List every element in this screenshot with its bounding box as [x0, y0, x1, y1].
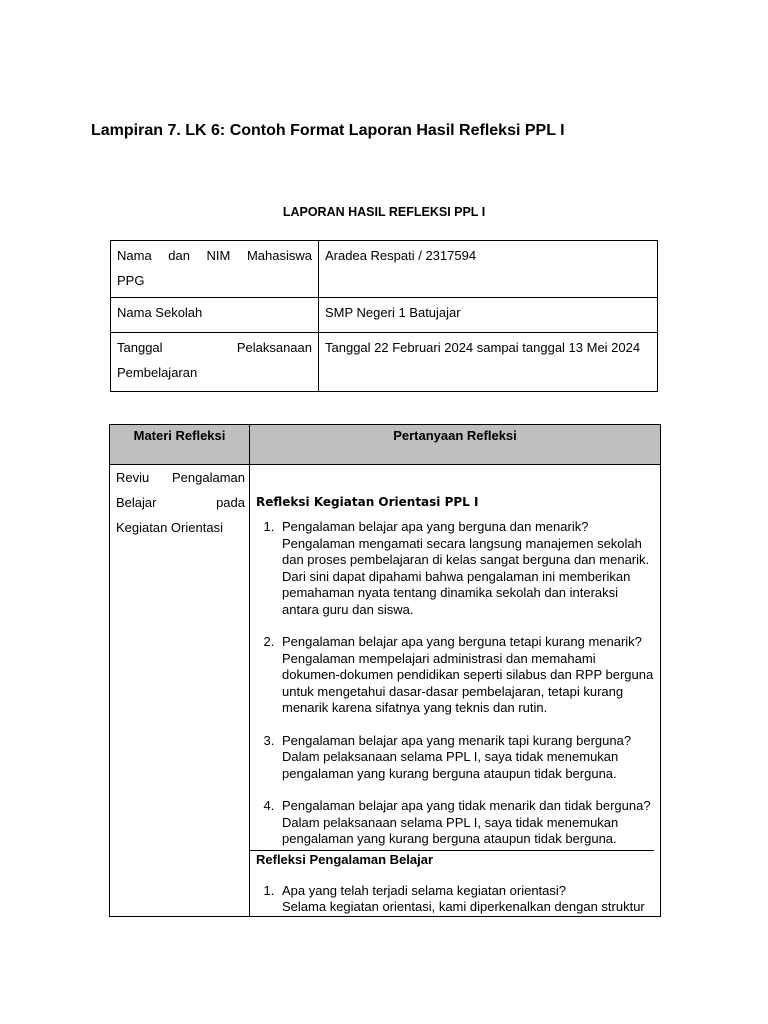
question-text: 3. Pengalaman belajar apa yang menarik tapi kurang berguna? [282, 732, 632, 748]
header-materi: Materi Refleksi [110, 425, 250, 465]
name-label [111, 241, 319, 298]
date-value: Tanggal 22 Februari 2024 sampai tanggal 13 Mei 2024 [319, 333, 658, 392]
reflection-body-row [110, 465, 661, 917]
section2-title: Refleksi Pengalaman Belajar [256, 851, 434, 867]
reflection-question-item [278, 519, 654, 618]
materi-line2 [116, 490, 245, 515]
question-text: 1. Apa yang telah terjadi selama kegiatan orientasi? [282, 882, 567, 898]
name-label-line2: PPG [117, 273, 145, 288]
date-label-line2: Pembelajaran [117, 365, 198, 380]
identity-table [110, 240, 658, 392]
date-label [111, 333, 319, 392]
name-value: Aradea Respati / 2317594 [319, 241, 658, 298]
name-label-word: Mahasiswa [246, 248, 312, 263]
identity-row-name [111, 241, 658, 298]
answer-text: Dalam pelaksanaan selama PPL I, saya tidak menemukan pengalaman yang kurang berguna ataupun tidak berguna. [282, 749, 619, 781]
section-divider [250, 850, 654, 851]
answer-text: Pengalaman mempelajari administrasi dan memahami dokumen-dokumen pendidikan seperti silabus dan RPP berguna untuk mengetahui dasar-dasar pembelajaran, tetapi kurang menarik karena sifatnya yang teknis dan rutin. [282, 650, 654, 715]
question-text: 4. Pengalaman belajar apa yang tidak menarik dan tidak berguna? [282, 798, 651, 813]
materi-line3: Kegiatan Orientasi [116, 520, 223, 535]
section1-title: Refleksi Kegiatan Orientasi PPL I [256, 495, 479, 509]
identity-row-date [111, 333, 658, 392]
report-title: LAPORAN HASIL REFLEKSI PPL I [282, 205, 486, 219]
materi-cell [110, 465, 250, 917]
section1-list [256, 519, 654, 848]
reflection-question-item [278, 883, 654, 916]
name-label-line1 [117, 243, 312, 268]
name-label-word: Nama [117, 248, 152, 263]
question-text: 2. Pengalaman belajar apa yang berguna tetapi kurang menarik? [282, 634, 642, 649]
name-label-word: NIM [206, 248, 231, 263]
identity-row-school [111, 298, 658, 333]
reflection-question-item [278, 733, 654, 783]
reflection-question-item [278, 634, 654, 717]
date-label-word: Pelaksanaan [236, 340, 312, 355]
school-value: SMP Negeri 1 Batujajar [319, 298, 658, 333]
questions-cell [250, 465, 661, 917]
name-label-word: dan [168, 248, 190, 263]
header-pertanyaan: Pertanyaan Refleksi [250, 425, 661, 465]
question-text: 1. Pengalaman belajar apa yang berguna dan menarik? [282, 519, 589, 534]
date-label-line1 [117, 335, 312, 360]
answer-text: Pengalaman mengamati secara langsung manajemen sekolah dan proses pembelajaran di kelas sangat berguna dan menarik. Dari sini dapat dipahami bahwa pengalaman ini memberikan pemahaman nyata tentang dinamika sekolah dan interaksi antara guru dan siswa. [282, 535, 650, 617]
materi-word: pada [216, 495, 245, 510]
reflection-table [109, 424, 661, 917]
school-label: Nama Sekolah [111, 298, 319, 333]
materi-line1: Reviu Pengalaman [116, 470, 245, 485]
reflection-header-row [110, 425, 661, 465]
answer-text: Dalam pelaksanaan selama PPL I, saya tidak menemukan pengalaman yang kurang berguna ataupun tidak berguna. [282, 814, 619, 846]
answer-text: Selama kegiatan orientasi, kami diperkenalkan dengan struktur [282, 899, 645, 914]
section2-list [256, 883, 654, 916]
appendix-title: Lampiran 7. LK 6: Contoh Format Laporan Hasil Refleksi PPL I [91, 122, 565, 139]
reflection-question-item [278, 798, 654, 848]
date-label-word: Tanggal [117, 340, 163, 355]
materi-word: Belajar [116, 495, 157, 510]
